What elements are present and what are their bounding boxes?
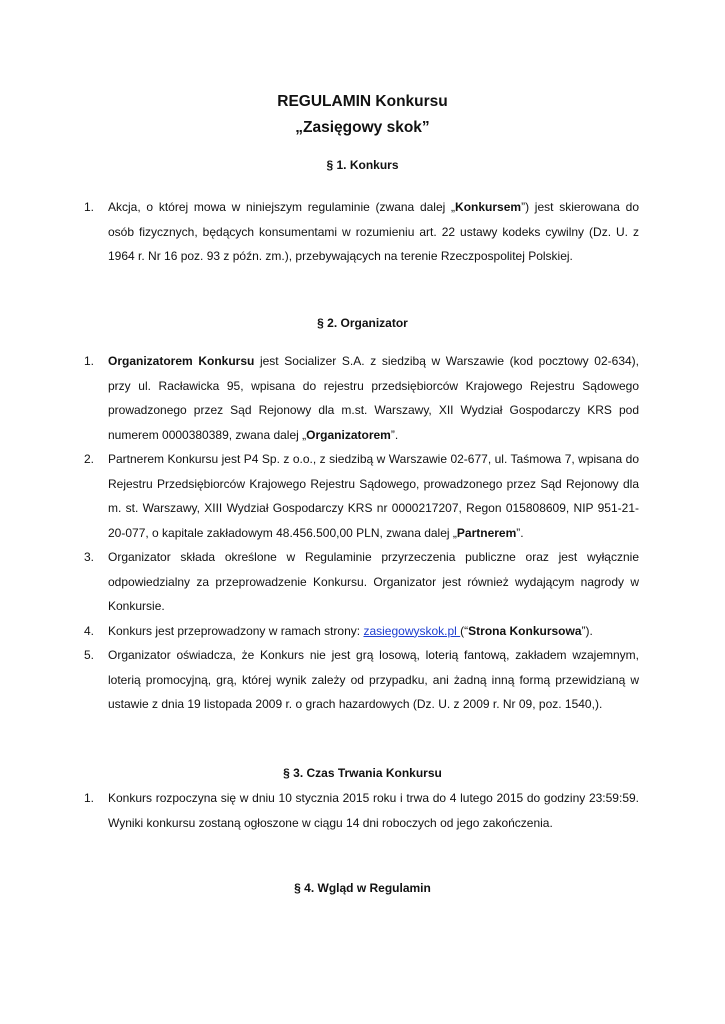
list-item — [84, 643, 639, 717]
list-item-number: 4. — [84, 623, 95, 638]
text-run: ”). — [581, 623, 593, 638]
contest-website-link[interactable]: zasiegowyskok.pl — [363, 623, 461, 638]
list-item — [84, 195, 639, 269]
list-item-text — [108, 349, 639, 447]
bold-term: Strona Konkursowa — [468, 623, 582, 638]
contest-name: „Zasięgowy skok” — [295, 119, 430, 136]
text-run: ”) jest skierowana do osób fizycznych, będących konsumentami w rozumieniu art. 22 ustawy kodeks cywilny (Dz. U. z 1964 r. Nr 16 poz. 93 z późn. zm.), przebywających na terenie Rzeczpospolitej Polskiej. — [108, 200, 639, 263]
list-item-number: 1. — [84, 791, 95, 805]
list-item-number: 1. — [84, 354, 95, 368]
text-run: ”. — [390, 427, 399, 442]
section-heading-3: § 3. Czas Trwania Konkursu — [283, 766, 442, 780]
text-run: (“ — [460, 623, 469, 638]
section-heading-1: § 1. Konkurs — [326, 158, 399, 172]
text-run: ”. — [516, 525, 524, 540]
section-heading-4: § 4. Wgląd w Regulamin — [294, 881, 431, 895]
text-run: jest Socializer S.A. z siedzibą w Warszawie (kod pocztowy 02-634), przy ul. Racławicka 95, wpisana do rejestru przedsiębiorców Krajowego Rejestru Sądowego prowadzonego przez Sąd Rejonowy dla m.st. Warszawy, XII Wydział Gospodarczy KRS pod numerem 0000380389, zwana dalej „ — [108, 354, 639, 442]
list-item-text — [108, 545, 639, 619]
bold-term: Organizatorem Konkursu — [108, 354, 255, 368]
section-3-list — [84, 786, 639, 835]
list-item-text — [108, 195, 639, 269]
list-item-number: 3. — [84, 550, 95, 564]
section-heading-2: § 2. Organizator — [317, 316, 408, 330]
list-item-text — [108, 447, 639, 545]
list-item — [84, 786, 639, 835]
list-item — [84, 447, 639, 545]
document-title: REGULAMIN Konkursu — [277, 93, 448, 110]
bold-term: Konkursem — [455, 200, 522, 214]
list-item — [84, 349, 639, 447]
text-run: Konkurs rozpoczyna się w dniu 10 stycznia 2015 roku i trwa do 4 lutego 2015 do godziny 23:59:59. Wyniki konkursu zostaną ogłoszone w ciągu 14 dni roboczych od jego zakończenia. — [108, 791, 639, 830]
text-run: Akcja, o której mowa w niniejszym regulaminie (zwana dalej „ — [108, 200, 456, 214]
list-item-text — [108, 786, 639, 835]
bold-term: Partnerem — [456, 525, 517, 540]
list-item — [84, 619, 639, 644]
list-item-number: 5. — [84, 648, 95, 662]
list-item-text — [108, 619, 639, 644]
text-run: Partnerem Konkursu jest P4 Sp. z o.o., z siedzibą w Warszawie 02-677, ul. Taśmowa 7, wpisana do Rejestru Przedsiębiorców Krajowego Rejestru Sądowego, prowadzonego przez Sąd Rejonowy dla m. st. Warszawy, XIII Wydział Gospodarczy KRS nr 0000217207, Regon 015808609, NIP 951-21-20-077, o kapitale zakładowym 48.456.500,00 PLN, zwana dalej „ — [108, 452, 639, 540]
text-run: Organizator oświadcza, że Konkurs nie jest grą losową, loterią fantową, zakładem wzajemnym, loterią promocyjną, grą, której wynik zależy od przypadku, ani żadną inną formą przewidzianą w ustawie z dnia 19 listopada 2009 r. o grach hazardowych (Dz. U. z 2009 r. Nr 09, poz. 1540,). — [108, 648, 639, 711]
section-1-list — [84, 195, 639, 269]
text-run: Konkurs jest przeprowadzony w ramach strony: — [108, 623, 364, 638]
list-item-text — [108, 643, 639, 717]
list-item — [84, 545, 639, 619]
bold-term: Organizatorem — [306, 427, 391, 442]
text-run: Organizator składa określone w Regulaminie przyrzeczenia publiczne oraz jest wyłącznie odpowiedzialny za przeprowadzenie Konkursu. Organizator jest również wydającym nagrody w Konkursie. — [108, 550, 639, 613]
list-item-number: 1. — [84, 200, 95, 214]
section-2-list — [84, 349, 639, 717]
list-item-number: 2. — [84, 452, 95, 466]
